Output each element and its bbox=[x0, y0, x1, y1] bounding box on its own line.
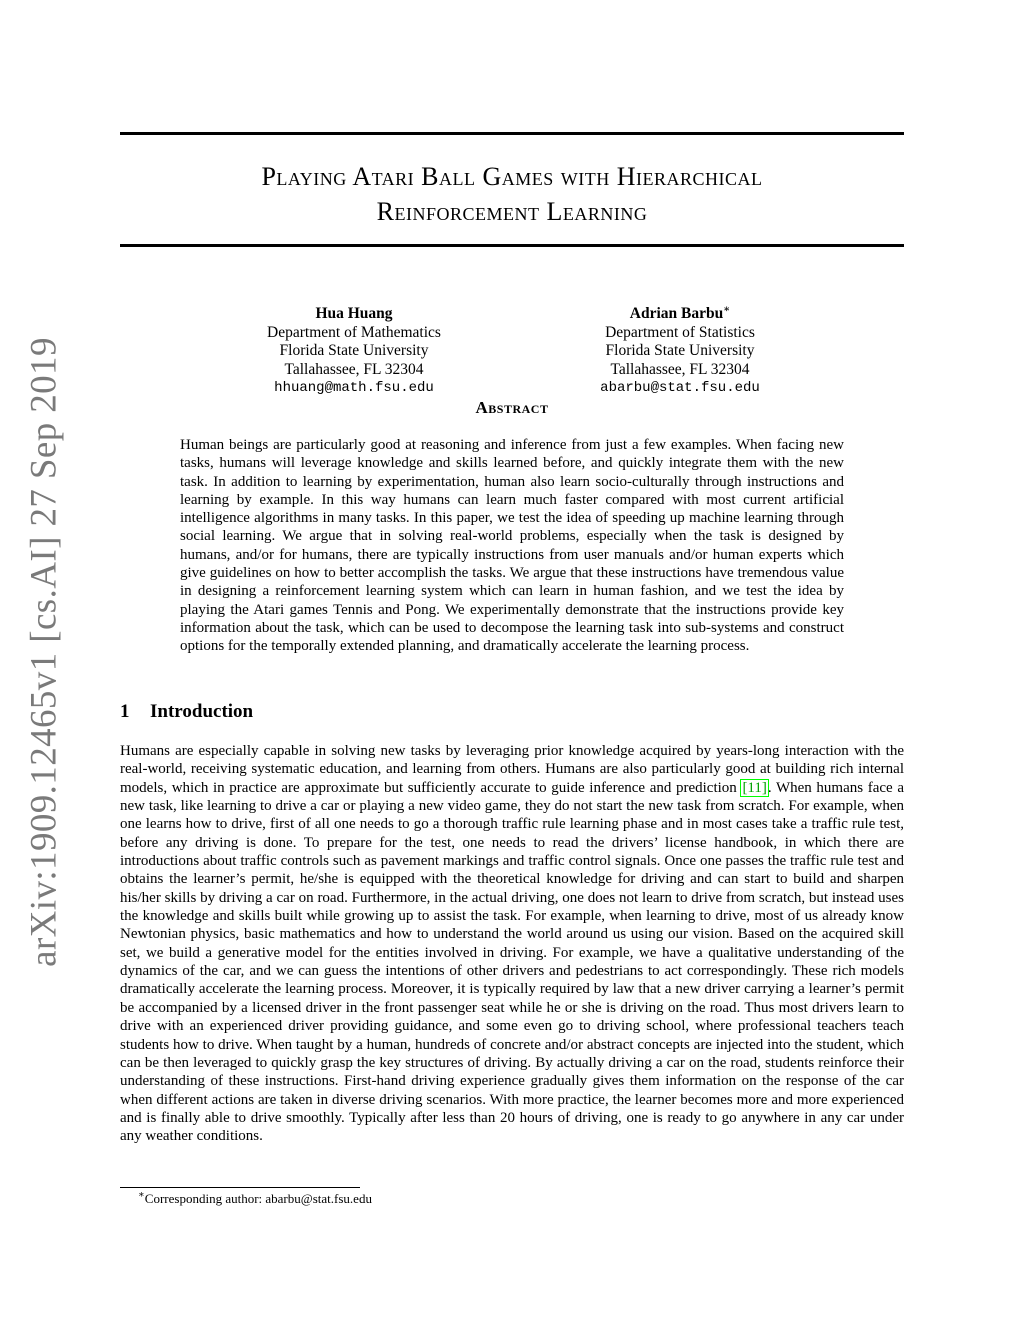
intro-text-part-1: Humans are especially capable in solving new tasks by leveraging prior knowledge acquired by years-long interaction with the real-world, receiving systematic education, and learning from others. Humans are also particularly good at building rich internal models, which in practice are approximate but sufficiently accurate to guide inference and prediction bbox=[120, 743, 904, 796]
abstract-heading: Abstract bbox=[475, 398, 549, 417]
arxiv-identifier: arXiv:1909.12465v1 [cs.AI] 27 Sep 2019 bbox=[23, 337, 65, 967]
title-rule-top bbox=[120, 132, 904, 135]
intro-text-part-2: . When humans face a new task, like learning to drive a car or playing a new video game, they do not start the new task from scratch. For example, when one learns how to drive, first of all one needs to go a thorough traffic rule learning phase and in most cases take a traffic rule test, before any driving is done. To prepare for the test, one needs to read the drivers’ license handbook, in which there are introductions about traffic controls such as pavement markings and traffic control signals. Once one passes the traffic rule test and obtains the learner’s permit, he/she is equipped with the theoretical knowledge for driving and can start to build and sharpen his/her skills by driving a car on road. Furthermore, in the actual driving, one does not learn to drive from scratch, but instead uses the knowledge and skills built while growing up to assist the task. For example, when learning to drive, most of us already know Newtonian physics, basic mathematics and how to understand the world around us using our vision. Based on the acquired skill set, we build a generative model for the entities involved in driving. For example, we have a qualitative understanding of the dynamics of the car, and we can guess the intentions of other drivers and pedestrians to act correspondingly. These rich models dramatically accelerate the learning process. Moreover, it is typically required by law that a new driver carrying a learner’s permit be accompanied by a licensed driver in the front passenger seat while he or she is driving on the road. Thus most drivers learn to drive with an experienced driver providing guidance, and some even go to driving school, where professional teachers teach students how to drive. When taught by a human, hundreds of concrete and/or abstract concepts are injected into the student, which can be then leveraged to quickly grasp the key structures of driving. By actually driving a car on the road, students reinforce their understanding of these instructions. First-hand driving experience gradually gives them information on the response of the car when different actions are taken in diverse driving scenarios. With more practice, the learner becomes more and more experienced and is finally able to drive smoothly. Typically after less than 20 hours of driving, one is ready to go anywhere in any car under any weather conditions. bbox=[120, 779, 904, 1145]
title-rule-bottom bbox=[120, 244, 904, 247]
abstract-text: Human beings are particularly good at reasoning and inference from just a few examples. When facing new tasks, humans will leverage knowledge and skills learned before, and quickly integrate them with the new task. In addition to learning by experimentation, human also learn socio-culturally through instructions and learning by example. In this way humans can learn much faster compared with most current artificial intelligence algorithms in many tasks. In this paper, we test the idea of speeding up machine learning through social learning. We argue that in solving real-world problems, especially when the task is designed by humans, and/or for humans, there are typically instructions from user manuals and/or human experts which give guidelines on how to better accomplish the tasks. We argue that these instructions have tremendous value in designing a reinforcement learning system which can learn in human fashion, and we test the idea by playing the Atari games Tennis and Pong. We experimentally demonstrate that the instructions provide key information about the task, which can be used to decompose the learning task into sub-systems and construct options for the temporally extended planning, and dramatically accelerate the learning process. bbox=[180, 437, 844, 655]
section-title: Introduction bbox=[150, 701, 254, 722]
footnote-marker[interactable]: ∗ bbox=[723, 303, 731, 315]
author-email[interactable]: hhuang@math.fsu.edu bbox=[274, 380, 434, 396]
author-name-line bbox=[550, 305, 810, 324]
footnote bbox=[138, 1191, 372, 1207]
author-block-1 bbox=[224, 305, 484, 398]
section-number: 1 bbox=[120, 701, 130, 722]
author-department: Department of Mathematics bbox=[267, 323, 441, 341]
author-city: Tallahassee, FL 32304 bbox=[284, 360, 424, 378]
paper-title-line-2: Reinforcement Learning bbox=[376, 197, 648, 226]
author-name: Adrian Barbu bbox=[629, 305, 724, 322]
author-email[interactable]: abarbu@stat.fsu.edu bbox=[600, 380, 760, 396]
author-block-2 bbox=[550, 305, 810, 398]
author-university: Florida State University bbox=[605, 342, 755, 359]
citation-link[interactable]: [11] bbox=[742, 779, 767, 796]
footnote-rule bbox=[120, 1187, 360, 1188]
author-department: Department of Statistics bbox=[605, 323, 755, 341]
paper-title-line-1: Playing Atari Ball Games with Hierarchical bbox=[261, 162, 763, 191]
author-city: Tallahassee, FL 32304 bbox=[610, 360, 750, 378]
footnote-text: Corresponding author: abarbu@stat.fsu.edu bbox=[144, 1191, 372, 1206]
section-heading bbox=[120, 701, 253, 723]
author-name: Hua Huang bbox=[315, 305, 393, 322]
author-university: Florida State University bbox=[279, 342, 429, 359]
introduction-paragraph bbox=[120, 742, 904, 1146]
footnote-marker: ∗ bbox=[138, 1189, 145, 1201]
